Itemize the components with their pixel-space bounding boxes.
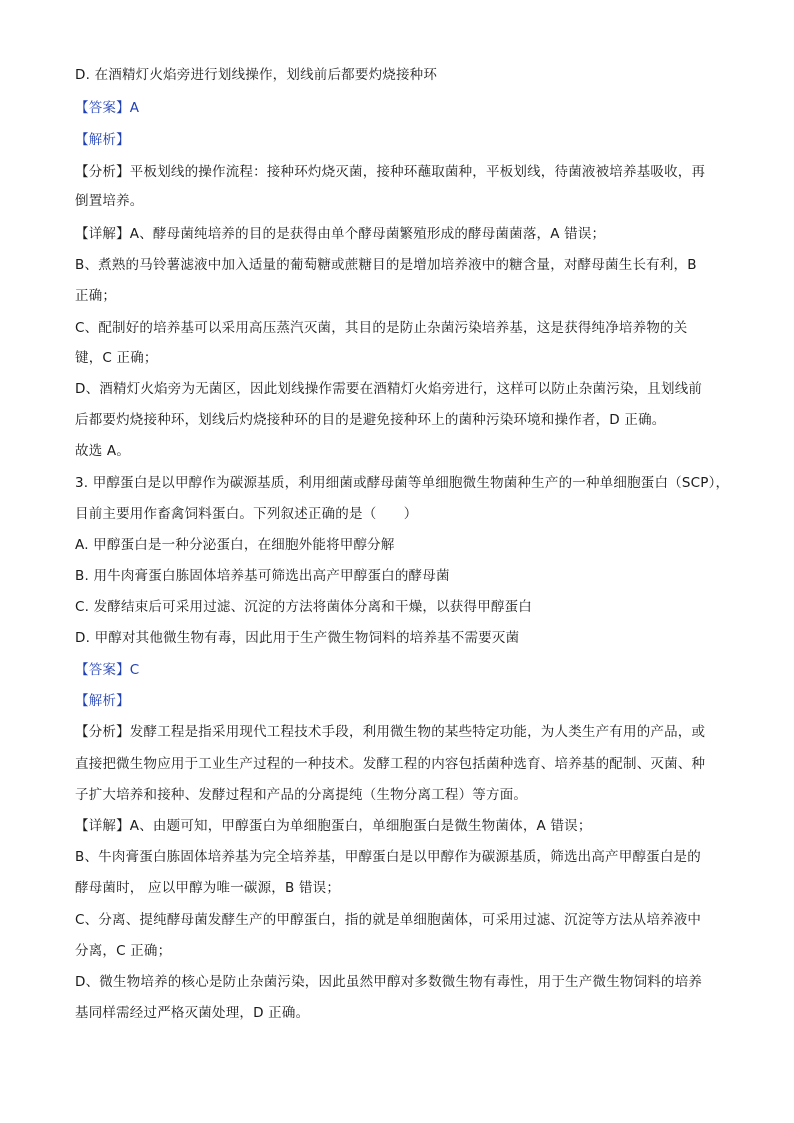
detail-prev-d-line1: D、酒精灯火焰旁为无菌区，因此划线操作需要在酒精灯火焰旁进行，这样可以防止杂菌污染，且划线前 (75, 381, 703, 397)
analysis-text-prev-line1: 【分析】平板划线的操作流程：接种环灼烧灭菌，接种环蘸取菌种，平板划线，待菌液被培养基吸收，再 (75, 164, 706, 180)
detail-q3-c-line2: 分离，C 正确； (75, 943, 172, 959)
question-3-option-a: A. 甲醇蛋白是一种分泌蛋白，在细胞外能将甲醇分解 (75, 537, 395, 553)
detail-prev-b-line1: B、煮熟的马铃薯滤液中加入适量的葡萄糖或蔗糖目的是增加培养液中的糖含量，对酵母菌生长有利，B (75, 257, 697, 273)
analysis-q3-line2: 直接把微生物应用于工业生产过程的一种技术。发酵工程的内容包括菌种选育、培养基的配制、灭菌、种 (75, 756, 706, 772)
detail-prev-c-line1: C、配制好的培养基可以采用高压蒸汽灭菌，其目的是防止杂菌污染培养基，这是获得纯净培养物的关 (75, 320, 688, 336)
answer-label-prev: 【答案】A (75, 100, 140, 116)
answer-label-q3: 【答案】C (75, 662, 140, 678)
detail-q3-b-line1: B、牛肉膏蛋白胨固体培养基为完全培养基，甲醇蛋白是以甲醇作为碳源基质，筛选出高产甲醇蛋白是的 (75, 849, 701, 865)
detail-q3-a: 【详解】A、由题可知，甲醇蛋白为单细胞蛋白，单细胞蛋白是微生物菌体，A 错误； (75, 818, 592, 834)
detail-q3-d-line1: D、微生物培养的核心是防止杂菌污染，因此虽然甲醇对多数微生物有毒性，用于生产微生物饲料的培养 (75, 974, 703, 990)
detail-q3-c-line1: C、分离、提纯酵母菌发酵生产的甲醇蛋白，指的就是单细胞菌体，可采用过滤、沉淀等方法从培养液中 (75, 912, 702, 928)
detail-q3-d-line2: 基同样需经过严格灭菌处理，D 正确。 (75, 1005, 310, 1021)
detail-q3-b-line2: 酵母菌时， 应以甲醇为唯一碳源，B 错误； (75, 880, 341, 896)
question-3-option-b: B. 用牛肉膏蛋白胨固体培养基可筛选出高产甲醇蛋白的酵母菌 (75, 568, 450, 584)
prev-choice-conclusion: 故选 A。 (75, 443, 131, 459)
question-3-option-c: C. 发酵结束后可采用过滤、沉淀的方法将菌体分离和干燥，以获得甲醇蛋白 (75, 599, 533, 615)
analysis-text-prev-line2: 倒置培养。 (75, 193, 144, 209)
detail-prev-c-line2: 键，C 正确； (75, 350, 158, 366)
analysis-label-prev: 【解析】 (75, 132, 130, 148)
detail-prev-d-line2: 后都要灼烧接种环，划线后灼烧接种环的目的是避免接种环上的菌种污染环境和操作者，D 正确。 (75, 412, 666, 428)
question-3-stem-line2: 目前主要用作畜禽饲料蛋白。下列叙述正确的是（ ） (75, 506, 418, 522)
option-d-prev-question: D. 在酒精灯火焰旁进行划线操作，划线前后都要灼烧接种环 (75, 67, 438, 83)
detail-prev-b-line2: 正确； (75, 288, 117, 304)
analysis-q3-line3: 子扩大培养和接种、发酵过程和产品的分离提纯（生物分离工程）等方面。 (75, 787, 528, 803)
analysis-label-q3: 【解析】 (75, 693, 130, 709)
question-3-stem-line1: 3. 甲醇蛋白是以甲醇作为碳源基质，利用细菌或酵母菌等单细胞微生物菌种生产的一种单细胞蛋白（SCP）， (75, 475, 730, 491)
detail-prev-a: 【详解】A、酵母菌纯培养的目的是获得由单个酵母菌繁殖形成的酵母菌菌落，A 错误； (75, 226, 606, 242)
question-3-option-d: D. 甲醇对其他微生物有毒，因此用于生产微生物饲料的培养基不需要灭菌 (75, 630, 520, 646)
analysis-q3-line1: 【分析】发酵工程是指采用现代工程技术手段，利用微生物的某些特定功能，为人类生产有用的产品，或 (75, 724, 706, 740)
